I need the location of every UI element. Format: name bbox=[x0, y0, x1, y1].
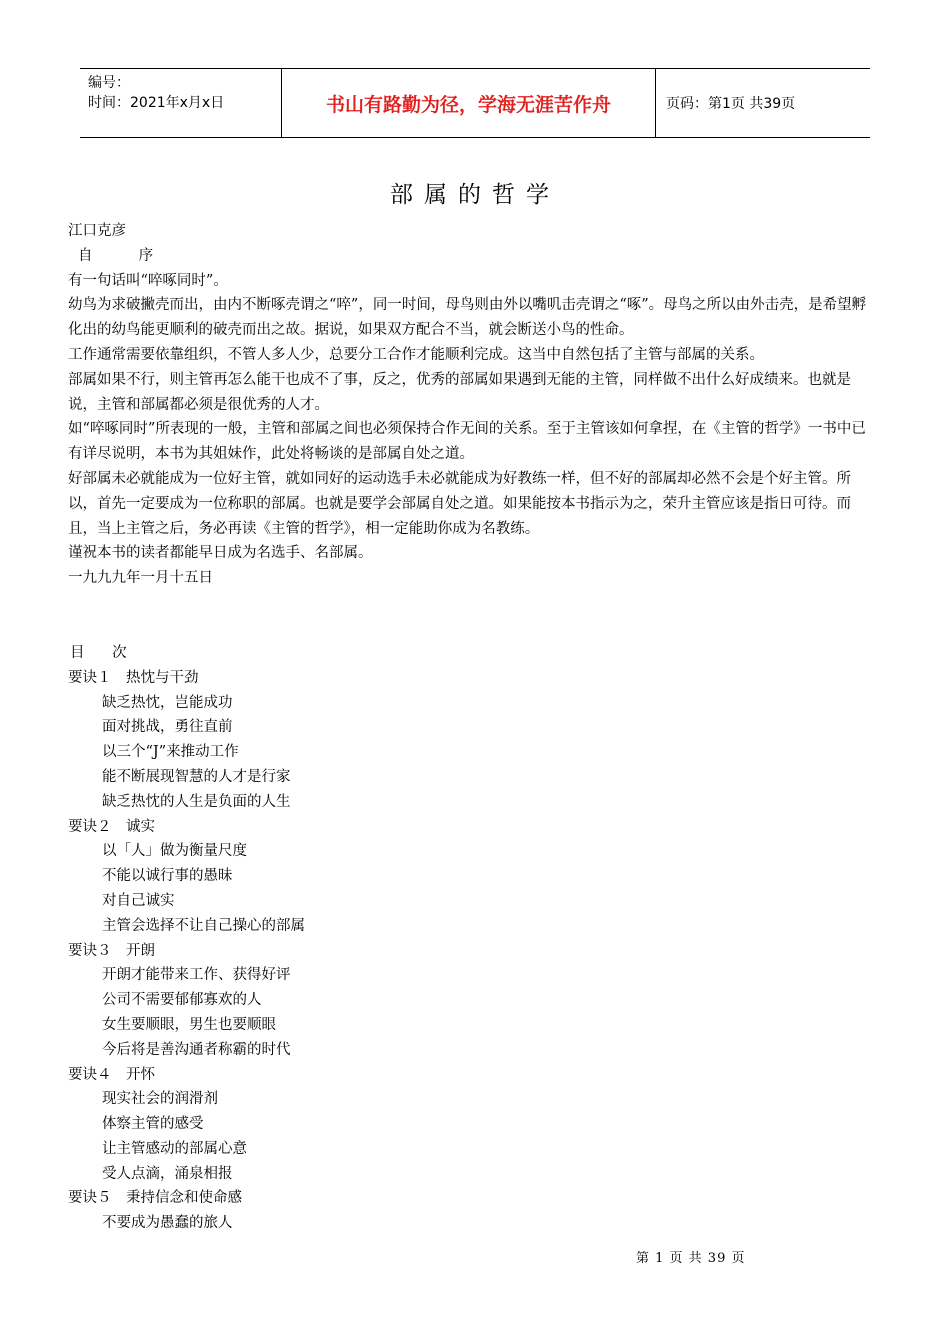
preface bbox=[68, 269, 876, 591]
preface-paragraph: 谨祝本书的读者都能早日成为名选手、名部属。 bbox=[68, 545, 373, 562]
preface-paragraph: 如“啐啄同时”所表现的一般，主管和部属之间也必须保持合作无间的关系。至于主管该如何拿捏，在《主管的哲学》一书中已有详尽说明，本书为其姐妹作，此处将畅谈的是部属自处之道。 bbox=[68, 421, 866, 463]
toc-item: 缺乏热忱，岂能成功 bbox=[102, 694, 233, 711]
toc-item: 主管会选择不让自己操心的部属 bbox=[102, 917, 305, 934]
preface-paragraph: 一九九九年一月十五日 bbox=[68, 570, 213, 587]
preface-paragraph: 部属如果不行，则主管再怎么能干也成不了事，反之，优秀的部属如果遇到无能的主管，同样做不出什么好成绩来。也就是说，主管和部属都必须是很优秀的人才。 bbox=[68, 371, 851, 413]
toc-item: 对自己诚实 bbox=[102, 892, 175, 909]
toc-item: 现实社会的润滑剂 bbox=[102, 1091, 218, 1108]
header-meta bbox=[80, 69, 282, 137]
preface-paragraph: 有一句话叫“啐啄同时”。 bbox=[68, 272, 228, 289]
number-label: 编号： bbox=[88, 75, 130, 91]
toc-item: 女生要顺眼，男生也要顺眼 bbox=[102, 1016, 276, 1033]
preface-heading: 自 序 bbox=[78, 247, 154, 264]
toc-section-title: 要诀１ 热忱与干劲 bbox=[68, 669, 199, 686]
toc-item: 缺乏热忱的人生是负面的人生 bbox=[102, 793, 291, 810]
toc-item: 以「人」做为衡量尺度 bbox=[102, 843, 247, 860]
toc-section-title: 要诀３ 开朗 bbox=[68, 942, 155, 959]
preface-paragraph: 工作通常需要依靠组织，不管人多人少，总要分工合作才能顺利完成。这当中自然包括了主管与部属的关系。 bbox=[68, 346, 764, 363]
toc-section-title: 要诀５ 秉持信念和使命感 bbox=[68, 1190, 242, 1207]
toc-heading: 目 次 bbox=[70, 644, 127, 661]
table-of-contents bbox=[68, 666, 876, 1236]
preface-paragraph: 好部属未必就能成为一位好主管，就如同好的运动选手未必就能成为好教练一样，但不好的部属却必然不会是个好主管。所以，首先一定要成为一位称职的部属。也就是要学会部属自处之道。如果能按本书指示为之，荣升主管应该是指日可待。而且，当上主管之后，务必再读《主管的哲学》，相一定能助你成为名教练。 bbox=[68, 470, 851, 537]
toc-item: 能不断展现智慧的人才是行家 bbox=[102, 768, 291, 785]
time-label: 时间：2021年x月x日 bbox=[88, 95, 225, 111]
page-footer: 第 1 页 共 39 页 bbox=[636, 1251, 746, 1266]
document-body bbox=[68, 219, 876, 1236]
header-page-info: 页码：第1页 共39页 bbox=[666, 96, 796, 112]
author: 江口克彦 bbox=[68, 223, 126, 239]
toc-item: 不能以诚行事的愚昧 bbox=[102, 868, 233, 885]
toc-item: 受人点滴，涌泉相报 bbox=[102, 1165, 233, 1182]
toc-item: 不要成为愚蠢的旅人 bbox=[102, 1215, 233, 1232]
header-motto: 书山有路勤为径，学海无涯苦作舟 bbox=[282, 69, 656, 137]
toc-item: 今后将是善沟通者称霸的时代 bbox=[102, 1041, 291, 1058]
preface-paragraph: 幼鸟为求破撇壳而出，由内不断啄壳谓之“啐”，同一时间，母鸟则由外以嘴叽击壳谓之“啄”。母鸟之所以由外击壳，是希望孵化出的幼鸟能更顺利的破壳而出之故。据说，如果双方配合不当，就会断送小鸟的性命。 bbox=[68, 297, 867, 339]
document-title: 部属的哲学 bbox=[390, 182, 560, 208]
toc-item: 面对挑战，勇往直前 bbox=[102, 719, 233, 736]
toc-item: 公司不需要郁郁寡欢的人 bbox=[102, 992, 262, 1009]
toc-item: 体察主管的感受 bbox=[102, 1116, 204, 1133]
toc-section-title: 要诀２ 诚实 bbox=[68, 818, 155, 835]
toc-item: 让主管感动的部属心意 bbox=[102, 1140, 247, 1157]
toc-item: 开朗才能带来工作、获得好评 bbox=[102, 967, 291, 984]
toc-section-title: 要诀４ 开怀 bbox=[68, 1066, 155, 1083]
page-header bbox=[80, 68, 870, 138]
toc-item: 以三个“J”来推动工作 bbox=[102, 744, 239, 761]
